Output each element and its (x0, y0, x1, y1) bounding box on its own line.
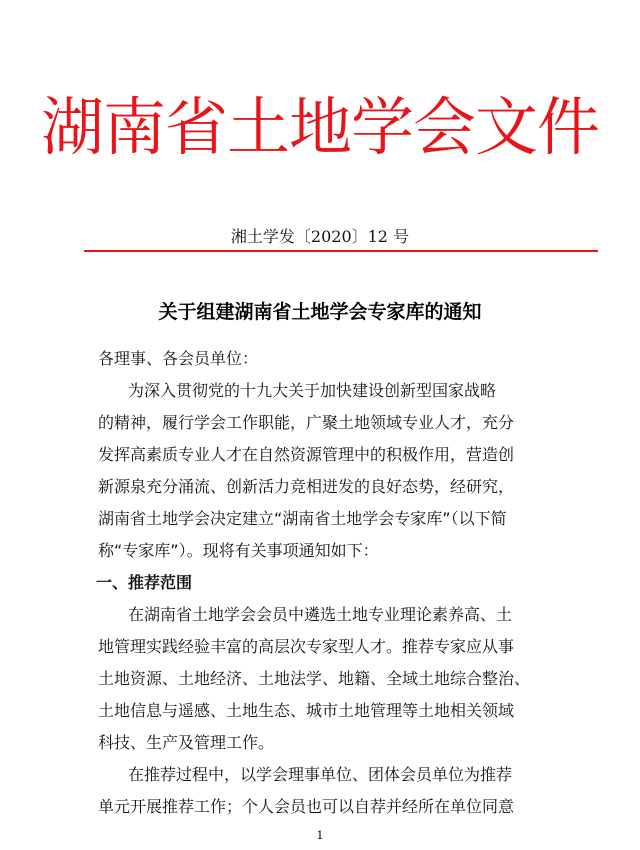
page-number: 1 (316, 829, 324, 842)
paragraph-line: 的精神，履行学会工作职能，广聚土地领域专业人才，充分 (98, 413, 515, 432)
paragraph-line: 单元开展推荐工作；个人会员也可以自荐并经所在单位同意 (98, 797, 515, 816)
section-heading: 一、推荐范围 (96, 573, 193, 592)
paragraph-line: 发挥高素质专业人才在自然资源管理中的积极作用，营造创 (98, 445, 515, 464)
paragraph-line: 科技、生产及管理工作。 (98, 733, 275, 752)
paragraph-line: 为深入贯彻党的十九大关于加快建设创新型国家战略 (128, 381, 497, 400)
paragraph-line: 湖南省土地学会决定建立“湖南省土地学会专家库”（以下简 (98, 509, 507, 528)
salutation: 各理事、各会员单位： (98, 349, 259, 368)
red-header-title: 湖南省土地学会文件 (41, 91, 599, 164)
paragraph-line: 新源泉充分涌流、创新活力竞相迸发的良好态势，经研究， (98, 477, 515, 496)
paragraph-line: 土地资源、土地经济、土地法学、地籍、全域土地综合整治、 (98, 669, 531, 688)
paragraph-line: 土地信息与遥感、土地生态、城市土地管理等土地相关领域 (98, 701, 515, 720)
notice-title: 关于组建湖南省土地学会专家库的通知 (158, 301, 482, 323)
paragraph-line: 地管理实践经验丰富的高层次专家型人才。推荐专家应从事 (98, 637, 515, 656)
paragraph-line: 称“专家库”）。现将有关事项通知如下： (98, 541, 379, 560)
document-number: 湘土学发〔2020〕12 号 (230, 227, 410, 246)
red-divider-line (84, 250, 598, 252)
paragraph-line: 在湖南省土地学会会员中遴选土地专业理论素养高、土 (128, 605, 513, 624)
paragraph-line: 在推荐过程中，以学会理事单位、团体会员单位为推荐 (128, 765, 513, 784)
